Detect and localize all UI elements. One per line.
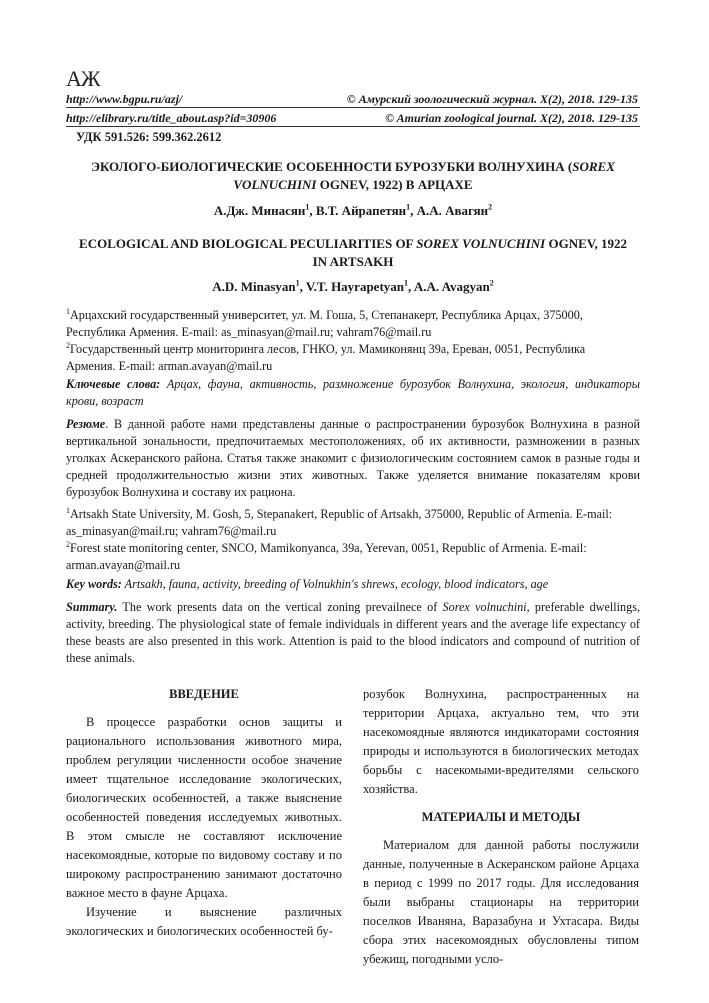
author-name: A.D. Minasyan (212, 279, 296, 294)
author-name: А.А. Авагян (416, 203, 489, 218)
affiliations-russian: $^1$Арцахский государственный университет, ул. М. Гоша, 5, Степанакерт, Республика Арцах, 375000, Республика Армения. E-mail: as_minasyan@mail.ru; vahram76@mail.ru $^2$Государственный центр мониторинга лесов, ГНКО, ул. Мамиконянц 39а, Ереван, 0051, Республика Армения. E-mail: arman.avayan@mail.ru (66, 306, 586, 373)
summary-label: Резюме (66, 417, 106, 431)
summary-russian: Резюме. В данной работе нами представлены данные о распространении бурозубок Волнухина в разной вертикальной зональности, предпочитаемых местоположениях, об их активности, размножении в разных уголках Аскеранского района. Статья также знакомит с физиологическим состоянием самок в разные годы и средней продолжительностью жизни этих животных. Также уделяется внимание показателям крови бурозубок Волнухина и составу их рациона. (66, 417, 640, 499)
keywords-english: Key words: Artsakh, fauna, activity, breeding of Volnukhin's shrews, ecology, blood indicators, age (66, 577, 549, 591)
section-heading-introduction: ВВЕДЕНИЕ (169, 687, 239, 701)
paragraph: В процессе разработки основ защиты и рационального использования животного мира, проблем регуляции численности особое значение имеет тщательное исследование экологических, биологических особенностей, а также выяснение особенностей поведения исследуемых животных. В этом смысле не составляют исключение насекомоядные, которые по видовому составу и по широкому распространению занимают достаточно важное место в фауне Арцаха. (66, 715, 342, 900)
udk-code: УДК 591.526: 599.362.2612 (76, 130, 222, 144)
body-column-right (363, 685, 639, 969)
title-russian: ЭКОЛОГО-БИОЛОГИЧЕСКИЕ ОСОБЕННОСТИ БУРОЗУБКИ ВОЛНУХИНА (SOREX VOLNUCHINI OGNEV, 1922) В АРЦАХЕ (91, 159, 615, 192)
author-name: V.T. Hayrapetyan (305, 279, 405, 294)
paragraph: розубок Волнухина, распространенных на территории Арцаха, актуально тем, что эти насекомоядные являются индикаторами состояния природы и используются в биологических методах борьбы с насекомыми-вредителями сельского хозяйства. (363, 687, 639, 796)
section-heading-methods: МАТЕРИАЛЫ И МЕТОДЫ (421, 810, 581, 824)
affiliations-english: $^1$Artsakh State University, M. Gosh, 5, Stepanakert, Republic of Artsakh, 375000, Republic of Armenia. E-mail: as_minasyan@mail.ru; vahram76@mail.ru $^2$Forest state monitoring center, SNCO, Mamikonyanca, 39a, Yerevan, 0051, Republic of Armenia. E-mail: arman.avayan@mail.ru (66, 505, 613, 572)
summary-label: Summary. (66, 600, 118, 614)
keywords-russian: Ключевые слова: Арцах, фауна, активность, размножение бурозубок Волнухина, экология, индикаторы крови, возраст (66, 377, 640, 408)
citation-ru: © Амурский зоологический журнал. X(2), 2018. 129-135 (346, 92, 638, 106)
header-divider (66, 126, 640, 127)
keywords-label: Ключевые слова: (66, 377, 161, 391)
journal-logo: АЖ (66, 66, 100, 91)
keywords-label: Key words: (66, 577, 122, 591)
author-name: В.Т. Айрапетян (315, 203, 407, 218)
paragraph: Материалом для данной работы послужили данные, полученные в Аскеранском районе Арцаха в период с 1999 по 2017 годы. Для исследования были выбраны стационары на территории поселков Иваняна, Варазабуна и Ухтасара. Виды сбора этих насекомоядных обусловлены типом убежищ, погодными усло- (363, 838, 639, 966)
header-divider (66, 107, 640, 108)
title-english: ECOLOGICAL AND BIOLOGICAL PECULIARITIES OF SOREX VOLNUCHINI OGNEV, 1922 IN ARTSAKH (79, 236, 627, 269)
authors-russian: А.Дж. Минасян$^1$, В.Т. Айрапетян$^1$, А.А. Авагян$^2$ (213, 202, 493, 218)
journal-url-link[interactable]: http://www.bgpu.ru/azj/ (66, 92, 183, 106)
authors-english: A.D. Minasyan$^1$, V.T. Hayrapetyan$^1$, A.A. Avagyan$^2$ (212, 278, 494, 294)
summary-english: Summary. The work presents data on the vertical zoning prevailnece of Sorex volnuchini, preferable dwellings, activity, breeding. The physiological state of female individuals in different years and the average life expectancy of these beasts are also presented in this work. Attention is paid to the blood indicators and compound of nutrition of these animals. (66, 600, 641, 665)
citation-en: © Amurian zoological journal. X(2), 2018. 129-135 (385, 111, 638, 125)
body-column-left (66, 685, 342, 941)
author-name: А.Дж. Минасян (213, 203, 306, 218)
paragraph: Изучение и выяснение различных экологических и биологических особенностей бу- (66, 905, 342, 938)
author-name: A.A. Avagyan (413, 279, 490, 294)
elibrary-url-link[interactable]: http://elibrary.ru/title_about.asp?id=30906 (66, 111, 277, 125)
